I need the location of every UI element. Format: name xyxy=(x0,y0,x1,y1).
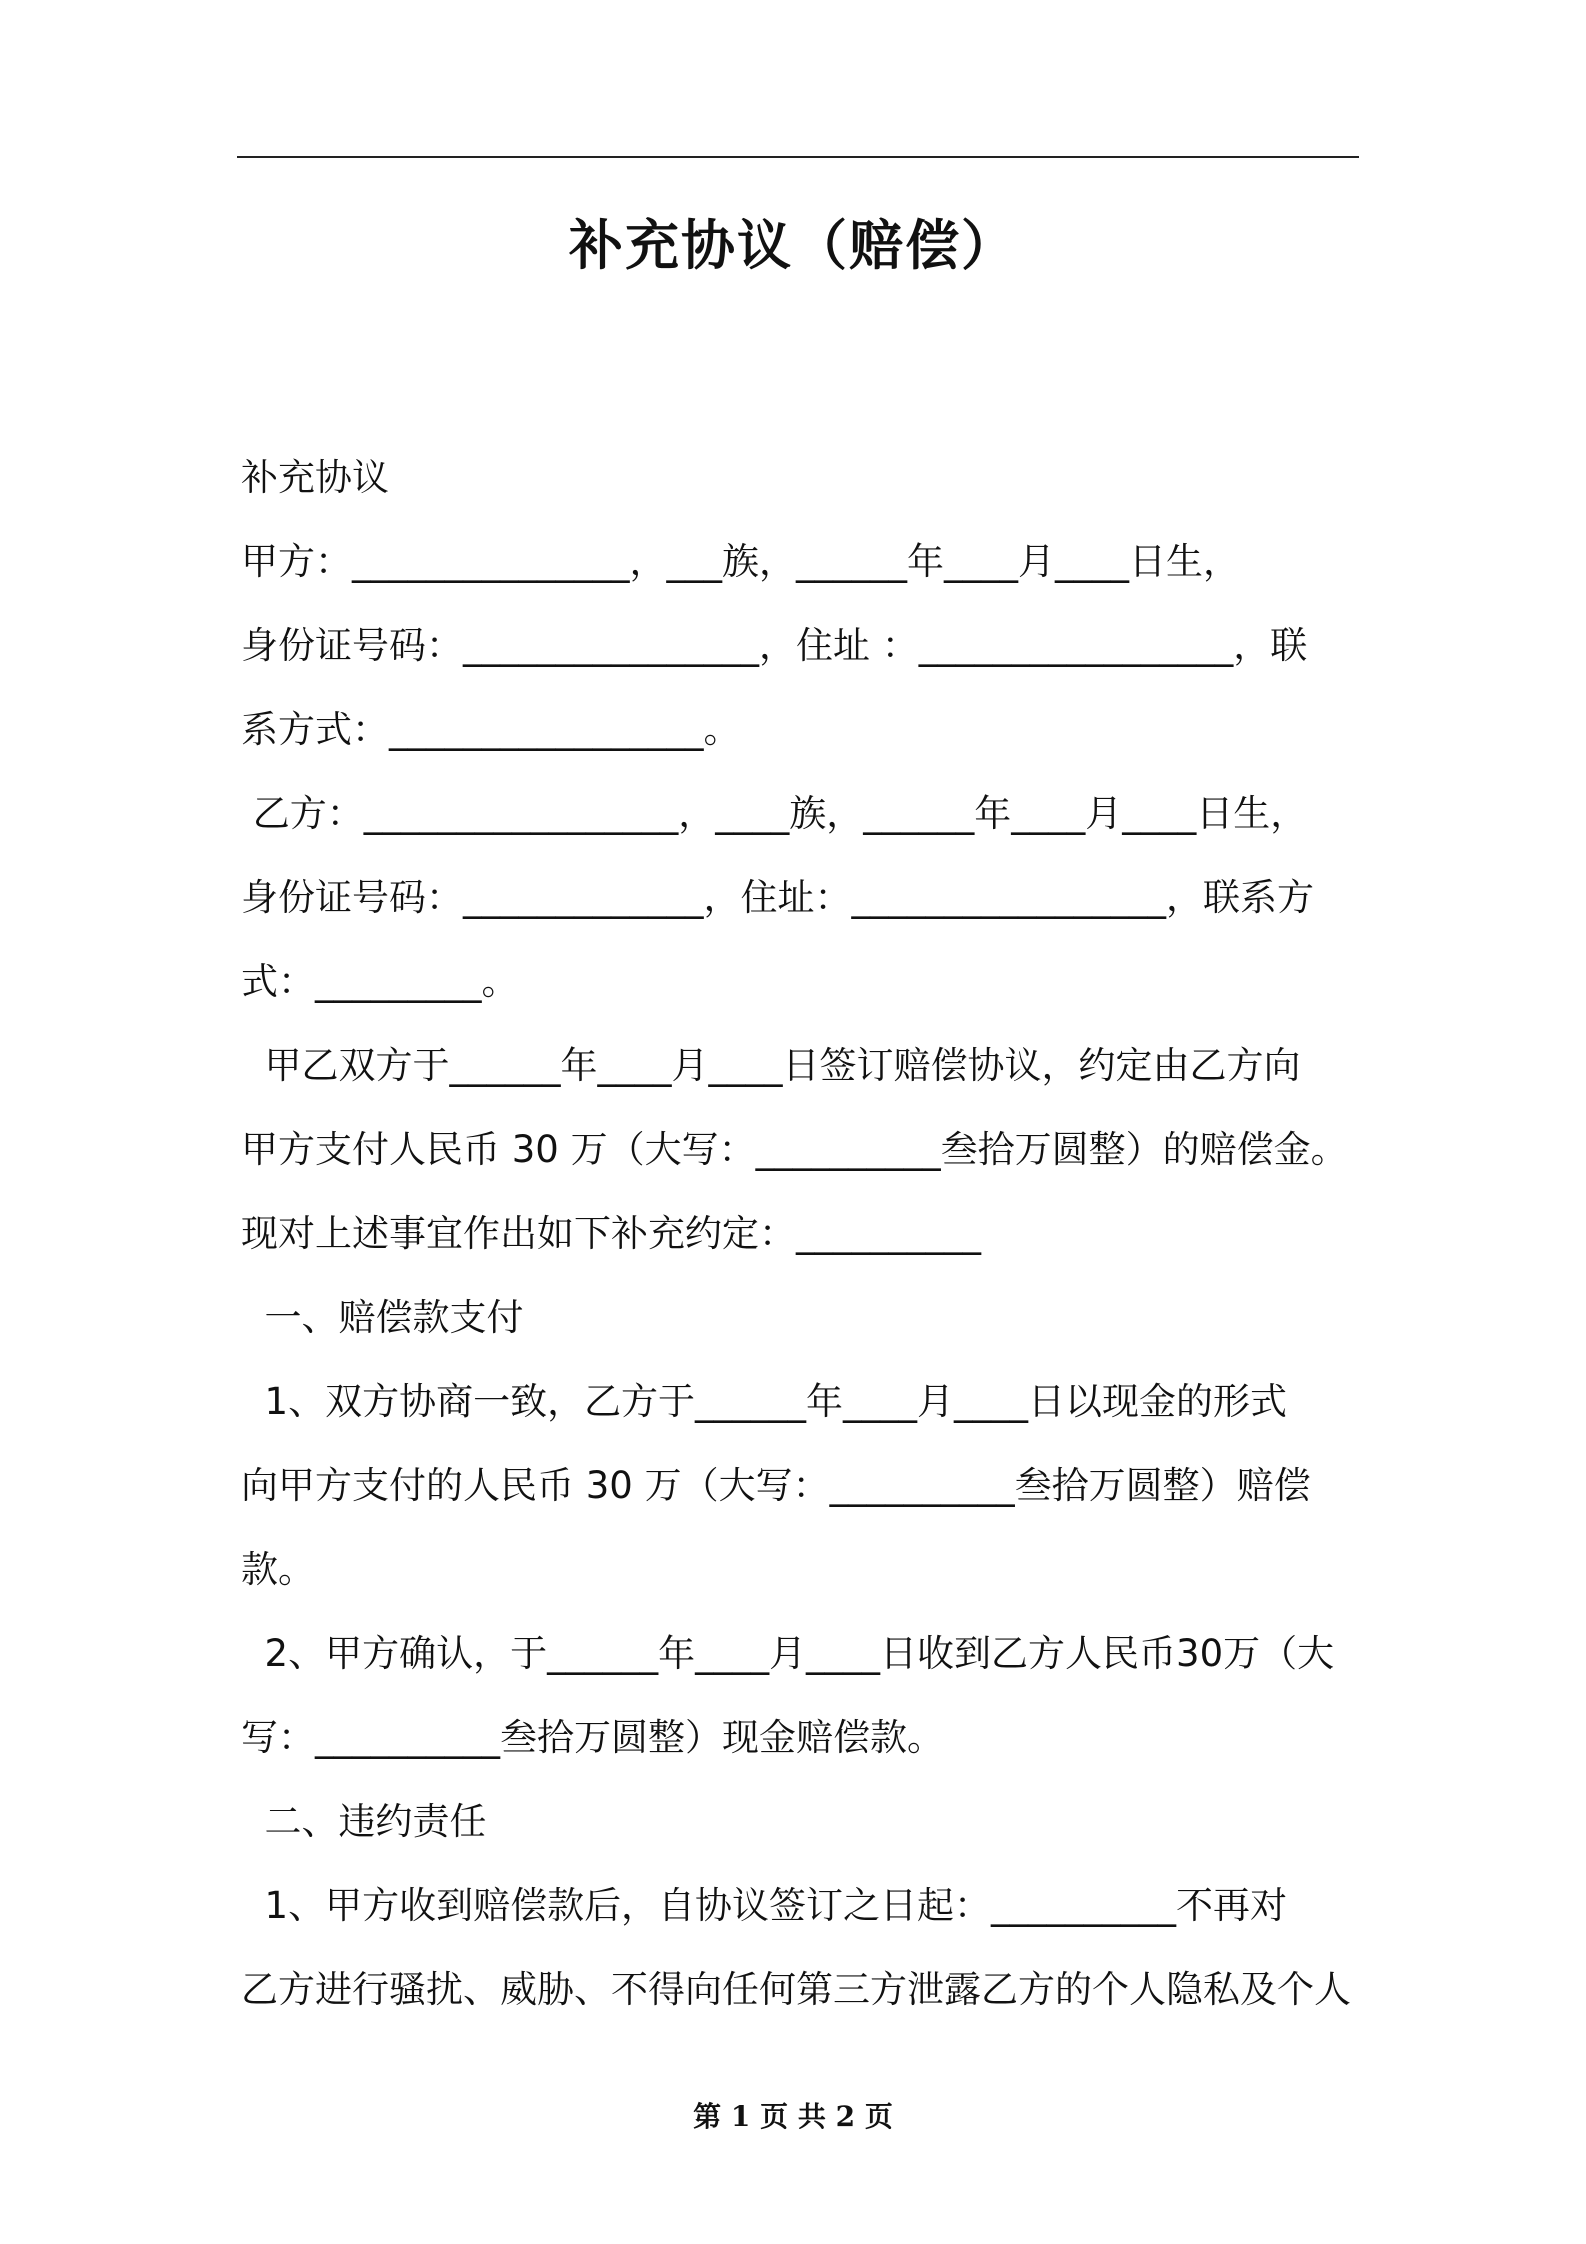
body-line: 补充协议 xyxy=(241,456,389,499)
body-line: 乙方：_________________，____族，______年____月____日生， xyxy=(241,792,1308,835)
page-number-footer: 第 1 页 共 2 页 xyxy=(693,2100,893,2133)
body-line: 甲方：_______________，___族，______年____月____日生， xyxy=(241,540,1240,583)
document-title: 补充协议（赔偿） xyxy=(569,214,1017,277)
body-line: 写：__________叁拾万圆整）现金赔偿款。 xyxy=(241,1716,944,1759)
body-line: 1、双方协商一致，乙方于______年____月____日以现金的形式 xyxy=(241,1380,1288,1423)
body-line: 甲乙双方于______年____月____日签订赔偿协议，约定由乙方向 xyxy=(241,1044,1301,1087)
body-line: 款。 xyxy=(241,1548,315,1591)
body-line: 1、甲方收到赔偿款后，自协议签订之日起：__________不再对 xyxy=(241,1884,1288,1927)
body-line: 身份证号码：________________，住址 ：_________________，联 xyxy=(241,624,1308,667)
body-line: 式：_________。 xyxy=(241,960,519,1003)
body-line: 2、甲方确认，于______年____月____日收到乙方人民币30万（大 xyxy=(241,1632,1335,1675)
body-line: 乙方进行骚扰、威胁、不得向任何第三方泄露乙方的个人隐私及个人 xyxy=(241,1968,1351,2011)
body-line: 现对上述事宜作出如下补充约定：__________ xyxy=(241,1212,981,1255)
header-rule xyxy=(237,156,1359,158)
body-line: 系方式：_________________。 xyxy=(241,708,741,751)
body-line: 向甲方支付的人民币 30 万（大写：__________叁拾万圆整）赔偿 xyxy=(241,1464,1311,1507)
body-line: 身份证号码：_____________，住址：_________________，联系方 xyxy=(241,876,1314,919)
section-heading: 一、赔偿款支付 xyxy=(241,1296,524,1339)
section-heading: 二、违约责任 xyxy=(241,1800,487,1843)
body-line: 甲方支付人民币 30 万（大写：__________叁拾万圆整）的赔偿金。 xyxy=(241,1128,1348,1171)
